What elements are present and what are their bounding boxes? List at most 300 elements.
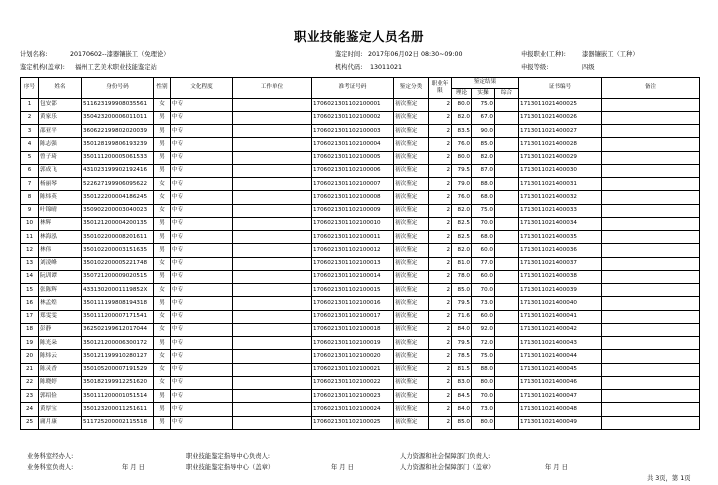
table-row	[21, 191, 700, 204]
cell-theory: 85.0	[452, 416, 472, 429]
cell-remarks	[602, 376, 700, 389]
cell-name: 叶锦晴	[39, 204, 82, 217]
cell-remarks	[602, 164, 700, 177]
cell-years: 2	[429, 297, 452, 310]
cell-remarks	[602, 270, 700, 283]
cell-seq: 11	[21, 231, 39, 244]
cell-remarks	[602, 390, 700, 403]
cell-id: 350111199808194318	[82, 297, 154, 310]
cell-gender: 男	[154, 231, 171, 244]
cell-gender: 男	[154, 390, 171, 403]
cell-education: 中专	[171, 310, 233, 323]
header-cert-no: 证书编号	[519, 78, 602, 99]
cell-gender: 女	[154, 350, 171, 363]
cell-remarks	[602, 403, 700, 416]
table-body	[21, 98, 700, 429]
cell-workplace	[233, 390, 312, 403]
cell-overall	[495, 231, 519, 244]
plan-name-label: 计划名称:	[20, 51, 48, 58]
cell-seq: 14	[21, 270, 39, 283]
cell-education: 中专	[171, 416, 233, 429]
cell-category: 初次鉴定	[394, 337, 429, 350]
cell-workplace	[233, 191, 312, 204]
cell-seq: 8	[21, 191, 39, 204]
cell-years: 2	[429, 231, 452, 244]
cell-cert-no: 1713011021400032	[519, 191, 602, 204]
cell-workplace	[233, 376, 312, 389]
cell-seq: 3	[21, 125, 39, 138]
cell-workplace	[233, 310, 312, 323]
cell-education: 中专	[171, 270, 233, 283]
cell-seq: 12	[21, 244, 39, 257]
cell-cert-no: 1713011021400042	[519, 323, 602, 336]
cell-gender: 女	[154, 204, 171, 217]
cell-cert-no: 1713011021400027	[519, 125, 602, 138]
cell-exam-no: 1706021301102100010	[312, 217, 394, 230]
cell-gender: 男	[154, 416, 171, 429]
cell-practice: 82.0	[472, 151, 495, 164]
header-results: 鉴定结果	[452, 78, 519, 89]
cell-education: 中专	[171, 350, 233, 363]
table-row	[21, 111, 700, 124]
cell-id: 511725200002115518	[82, 416, 154, 429]
cell-category: 初次鉴定	[394, 125, 429, 138]
cell-education: 中专	[171, 257, 233, 270]
cell-workplace	[233, 284, 312, 297]
cell-remarks	[602, 284, 700, 297]
cell-category: 初次鉴定	[394, 323, 429, 336]
cell-seq: 16	[21, 297, 39, 310]
cell-overall	[495, 284, 519, 297]
cell-category: 初次鉴定	[394, 350, 429, 363]
cell-practice: 73.0	[472, 297, 495, 310]
cell-theory: 82.5	[452, 231, 472, 244]
cell-seq: 20	[21, 350, 39, 363]
cell-overall	[495, 390, 519, 403]
cell-exam-no: 1706021301102100014	[312, 270, 394, 283]
cell-remarks	[602, 337, 700, 350]
header-id: 身份号码	[82, 78, 154, 99]
cell-exam-no: 1706021301102100008	[312, 191, 394, 204]
cell-workplace	[233, 257, 312, 270]
header-years: 职业年限	[429, 78, 452, 99]
cell-seq: 7	[21, 178, 39, 191]
cell-seq: 25	[21, 416, 39, 429]
cell-practice: 92.0	[472, 323, 495, 336]
table-row	[21, 257, 700, 270]
cell-exam-no: 1706021301102100020	[312, 350, 394, 363]
dept-head-label: 业务科室负责人:	[27, 464, 74, 471]
cell-exam-no: 1706021301102100003	[312, 125, 394, 138]
cell-workplace	[233, 416, 312, 429]
cell-seq: 22	[21, 376, 39, 389]
dept-date: 年 月 日	[122, 464, 145, 471]
cell-name: 林孟煌	[39, 297, 82, 310]
cell-gender: 男	[154, 403, 171, 416]
cell-practice: 88.0	[472, 178, 495, 191]
cell-theory: 76.0	[452, 138, 472, 151]
cell-years: 2	[429, 284, 452, 297]
cell-remarks	[602, 363, 700, 376]
cell-id: 350121199910280127	[82, 350, 154, 363]
cell-id: 350128199806193239	[82, 138, 154, 151]
cell-education: 中专	[171, 204, 233, 217]
cell-years: 2	[429, 390, 452, 403]
cell-theory: 84.0	[452, 323, 472, 336]
table-row	[21, 323, 700, 336]
header-name: 姓名	[39, 78, 82, 99]
cell-years: 2	[429, 164, 452, 177]
cell-years: 2	[429, 416, 452, 429]
cell-overall	[495, 204, 519, 217]
cell-remarks	[602, 244, 700, 257]
cell-years: 2	[429, 257, 452, 270]
cell-practice: 75.0	[472, 350, 495, 363]
institution: 福州工艺美术职业技能鉴定站	[75, 64, 157, 71]
cell-id: 350423200006011011	[82, 111, 154, 124]
cell-exam-no: 1706021301102100016	[312, 297, 394, 310]
cell-id: 350123200011251611	[82, 403, 154, 416]
cell-overall	[495, 138, 519, 151]
cell-id: 350105200007191529	[82, 363, 154, 376]
cell-theory: 79.5	[452, 164, 472, 177]
cell-remarks	[602, 125, 700, 138]
cell-exam-no: 1706021301102100011	[312, 231, 394, 244]
cell-category: 初次鉴定	[394, 98, 429, 111]
table-row	[21, 125, 700, 138]
cell-practice: 73.0	[472, 403, 495, 416]
cell-years: 2	[429, 376, 452, 389]
cell-practice: 77.0	[472, 257, 495, 270]
cell-name: 陈光朵	[39, 337, 82, 350]
cell-practice: 75.0	[472, 98, 495, 111]
cell-theory: 78.0	[452, 270, 472, 283]
cell-years: 2	[429, 138, 452, 151]
cell-years: 2	[429, 125, 452, 138]
cell-theory: 84.0	[452, 403, 472, 416]
cell-cert-no: 1713011021400041	[519, 310, 602, 323]
header-remarks: 备注	[602, 78, 700, 99]
cell-remarks	[602, 323, 700, 336]
hr-head-label: 人力资源和社会保障部门负责人:	[400, 453, 491, 460]
roster-table	[20, 77, 700, 430]
declared-occupation: 漆器镶嵌工（工种）	[582, 51, 639, 58]
cell-education: 中专	[171, 323, 233, 336]
cell-gender: 女	[154, 310, 171, 323]
declared-occupation-label: 申报职业(工种):	[521, 51, 566, 58]
cell-overall	[495, 297, 519, 310]
cell-name: 郭绍俭	[39, 390, 82, 403]
cell-exam-no: 1706021301102100013	[312, 257, 394, 270]
cell-name: 陈灵香	[39, 363, 82, 376]
cell-name: 陈炜云	[39, 350, 82, 363]
cell-theory: 80.0	[452, 151, 472, 164]
cell-workplace	[233, 337, 312, 350]
cell-category: 初次鉴定	[394, 403, 429, 416]
cell-gender: 女	[154, 178, 171, 191]
header-seq: 序号	[21, 78, 39, 99]
cell-category: 初次鉴定	[394, 231, 429, 244]
cell-name: 郑雯雯	[39, 310, 82, 323]
cell-workplace	[233, 125, 312, 138]
cell-cert-no: 1713011021400049	[519, 416, 602, 429]
cell-theory: 80.0	[452, 98, 472, 111]
cell-seq: 5	[21, 151, 39, 164]
cell-education: 中专	[171, 111, 233, 124]
cell-practice: 60.0	[472, 244, 495, 257]
cell-cert-no: 1713011021400040	[519, 297, 602, 310]
cell-theory: 82.5	[452, 217, 472, 230]
cell-cert-no: 1713011021400033	[519, 204, 602, 217]
cell-category: 初次鉴定	[394, 244, 429, 257]
table-row	[21, 164, 700, 177]
table-row	[21, 310, 700, 323]
header-category: 鉴定分类	[394, 78, 429, 99]
cell-exam-no: 1706021301102100004	[312, 138, 394, 151]
cell-workplace	[233, 244, 312, 257]
cell-cert-no: 1713011021400045	[519, 363, 602, 376]
cell-cert-no: 1713011021400048	[519, 403, 602, 416]
cell-years: 2	[429, 151, 452, 164]
cell-practice: 60.0	[472, 270, 495, 283]
cell-workplace	[233, 164, 312, 177]
cell-practice: 70.0	[472, 390, 495, 403]
cell-id: 350182199912251620	[82, 376, 154, 389]
cell-seq: 13	[21, 257, 39, 270]
cell-exam-no: 1706021301102100021	[312, 363, 394, 376]
cell-education: 中专	[171, 138, 233, 151]
cell-id: 511623199908035561	[82, 98, 154, 111]
cell-theory: 71.6	[452, 310, 472, 323]
cell-category: 初次鉴定	[394, 363, 429, 376]
cell-workplace	[233, 403, 312, 416]
cell-theory: 82.0	[452, 204, 472, 217]
cell-name: 阮训谭	[39, 270, 82, 283]
cell-id: 350721200009020515	[82, 270, 154, 283]
cell-education: 中专	[171, 191, 233, 204]
cell-id: 350902200003040023	[82, 204, 154, 217]
cell-seq: 19	[21, 337, 39, 350]
cell-remarks	[602, 297, 700, 310]
cell-gender: 男	[154, 151, 171, 164]
cell-practice: 88.0	[472, 363, 495, 376]
cell-seq: 4	[21, 138, 39, 151]
cell-category: 初次鉴定	[394, 204, 429, 217]
cell-seq: 6	[21, 164, 39, 177]
cell-years: 2	[429, 350, 452, 363]
cell-category: 初次鉴定	[394, 111, 429, 124]
center-date: 年 月 日	[331, 464, 354, 471]
cell-overall	[495, 244, 519, 257]
cell-id: 350111200001051514	[82, 390, 154, 403]
table-row	[21, 376, 700, 389]
cell-exam-no: 1706021301102100005	[312, 151, 394, 164]
cell-exam-no: 1706021301102100018	[312, 323, 394, 336]
cell-practice: 72.0	[472, 337, 495, 350]
cell-overall	[495, 151, 519, 164]
cell-id: 350102200005221748	[82, 257, 154, 270]
cell-cert-no: 1713011021400039	[519, 284, 602, 297]
cell-workplace	[233, 350, 312, 363]
document-title: 职业技能鉴定人员名册	[293, 29, 424, 44]
cell-theory: 79.5	[452, 337, 472, 350]
cell-exam-no: 1706021301102100024	[312, 403, 394, 416]
declared-level-label: 申报等级:	[521, 64, 549, 71]
cell-cert-no: 1713011021400043	[519, 337, 602, 350]
institution-code: 13011021	[370, 64, 403, 71]
declared-level: 四级	[582, 64, 595, 71]
cell-education: 中专	[171, 178, 233, 191]
cell-name: 陈志强	[39, 138, 82, 151]
table-header	[21, 78, 700, 99]
cell-years: 2	[429, 178, 452, 191]
exam-time: 2017年06月02日 08:30~09:00	[368, 51, 463, 58]
cell-remarks	[602, 138, 700, 151]
cell-years: 2	[429, 217, 452, 230]
cell-education: 中专	[171, 125, 233, 138]
cell-name: 黄厚宝	[39, 403, 82, 416]
cell-category: 初次鉴定	[394, 138, 429, 151]
cell-practice: 87.0	[472, 164, 495, 177]
table-row	[21, 244, 700, 257]
cell-cert-no: 1713011021400038	[519, 270, 602, 283]
cell-seq: 21	[21, 363, 39, 376]
cell-gender: 女	[154, 363, 171, 376]
cell-name: 彭静	[39, 323, 82, 336]
cell-exam-no: 1706021301102100002	[312, 111, 394, 124]
table-row	[21, 231, 700, 244]
cell-gender: 女	[154, 191, 171, 204]
cell-cert-no: 1713011021400029	[519, 151, 602, 164]
hr-date: 年 月 日	[545, 464, 568, 471]
cell-workplace	[233, 297, 312, 310]
cell-education: 中专	[171, 151, 233, 164]
cell-cert-no: 1713011021400026	[519, 111, 602, 124]
cell-gender: 男	[154, 337, 171, 350]
cell-education: 中专	[171, 403, 233, 416]
cell-gender: 女	[154, 257, 171, 270]
cell-category: 初次鉴定	[394, 284, 429, 297]
cell-overall	[495, 191, 519, 204]
cell-remarks	[602, 204, 700, 217]
cell-theory: 82.0	[452, 111, 472, 124]
cell-years: 2	[429, 98, 452, 111]
cell-exam-no: 1706021301102100023	[312, 390, 394, 403]
cell-remarks	[602, 178, 700, 191]
cell-cert-no: 1713011021400037	[519, 257, 602, 270]
cell-id: 43313020001119852X	[82, 284, 154, 297]
cell-workplace	[233, 270, 312, 283]
hr-seal-label: 人力资源和社会保障部门（盖章）	[400, 464, 495, 471]
cell-seq: 1	[21, 98, 39, 111]
cell-workplace	[233, 231, 312, 244]
cell-overall	[495, 257, 519, 270]
cell-name: 陈晓婷	[39, 376, 82, 389]
cell-category: 初次鉴定	[394, 297, 429, 310]
cell-theory: 83.0	[452, 376, 472, 389]
cell-theory: 79.5	[452, 297, 472, 310]
cell-cert-no: 1713011021400035	[519, 231, 602, 244]
cell-practice: 70.0	[472, 284, 495, 297]
cell-remarks	[602, 111, 700, 124]
header-workplace: 工作单位	[233, 78, 312, 99]
cell-seq: 17	[21, 310, 39, 323]
cell-workplace	[233, 111, 312, 124]
cell-seq: 2	[21, 111, 39, 124]
cell-overall	[495, 310, 519, 323]
table-row	[21, 284, 700, 297]
cell-id: 431023199902192416	[82, 164, 154, 177]
table-row	[21, 337, 700, 350]
cell-category: 初次鉴定	[394, 217, 429, 230]
institution-label: 鉴定机构(盖章):	[20, 64, 65, 71]
table-row	[21, 178, 700, 191]
cell-overall	[495, 416, 519, 429]
cell-remarks	[602, 151, 700, 164]
cell-overall	[495, 111, 519, 124]
cell-cert-no: 1713011021400044	[519, 350, 602, 363]
cell-education: 中专	[171, 231, 233, 244]
cell-practice: 75.0	[472, 204, 495, 217]
cell-practice: 60.0	[472, 310, 495, 323]
cell-name: 林伟	[39, 244, 82, 257]
cell-overall	[495, 270, 519, 283]
cell-workplace	[233, 217, 312, 230]
cell-remarks	[602, 231, 700, 244]
table-row	[21, 416, 700, 429]
cell-gender: 男	[154, 111, 171, 124]
cell-id: 350102200003151635	[82, 244, 154, 257]
cell-name: 郭成飞	[39, 164, 82, 177]
cell-education: 中专	[171, 284, 233, 297]
cell-gender: 男	[154, 164, 171, 177]
cell-practice: 90.0	[472, 125, 495, 138]
cell-overall	[495, 178, 519, 191]
cell-id: 350102200008201611	[82, 231, 154, 244]
cell-education: 中专	[171, 98, 233, 111]
cell-exam-no: 1706021301102100006	[312, 164, 394, 177]
cell-theory: 78.5	[452, 350, 472, 363]
cell-overall	[495, 363, 519, 376]
cell-cert-no: 1713011021400046	[519, 376, 602, 389]
cell-theory: 84.5	[452, 390, 472, 403]
table-row	[21, 350, 700, 363]
cell-name: 杨丽琴	[39, 178, 82, 191]
cell-overall	[495, 350, 519, 363]
cell-years: 2	[429, 244, 452, 257]
cell-theory: 81.0	[452, 257, 472, 270]
cell-theory: 85.0	[452, 284, 472, 297]
cell-workplace	[233, 151, 312, 164]
table-row	[21, 270, 700, 283]
cell-remarks	[602, 191, 700, 204]
header-practice: 实操	[472, 88, 495, 98]
cell-seq: 18	[21, 323, 39, 336]
cell-practice: 68.0	[472, 191, 495, 204]
cell-category: 初次鉴定	[394, 178, 429, 191]
cell-cert-no: 1713011021400047	[519, 390, 602, 403]
cell-name: 庸月康	[39, 416, 82, 429]
table-row	[21, 390, 700, 403]
cell-cert-no: 1713011021400030	[519, 164, 602, 177]
cell-seq: 9	[21, 204, 39, 217]
cell-exam-no: 1706021301102100017	[312, 310, 394, 323]
cell-practice: 80.0	[472, 376, 495, 389]
table-row	[21, 217, 700, 230]
cell-workplace	[233, 98, 312, 111]
cell-gender: 男	[154, 244, 171, 257]
cell-remarks	[602, 98, 700, 111]
